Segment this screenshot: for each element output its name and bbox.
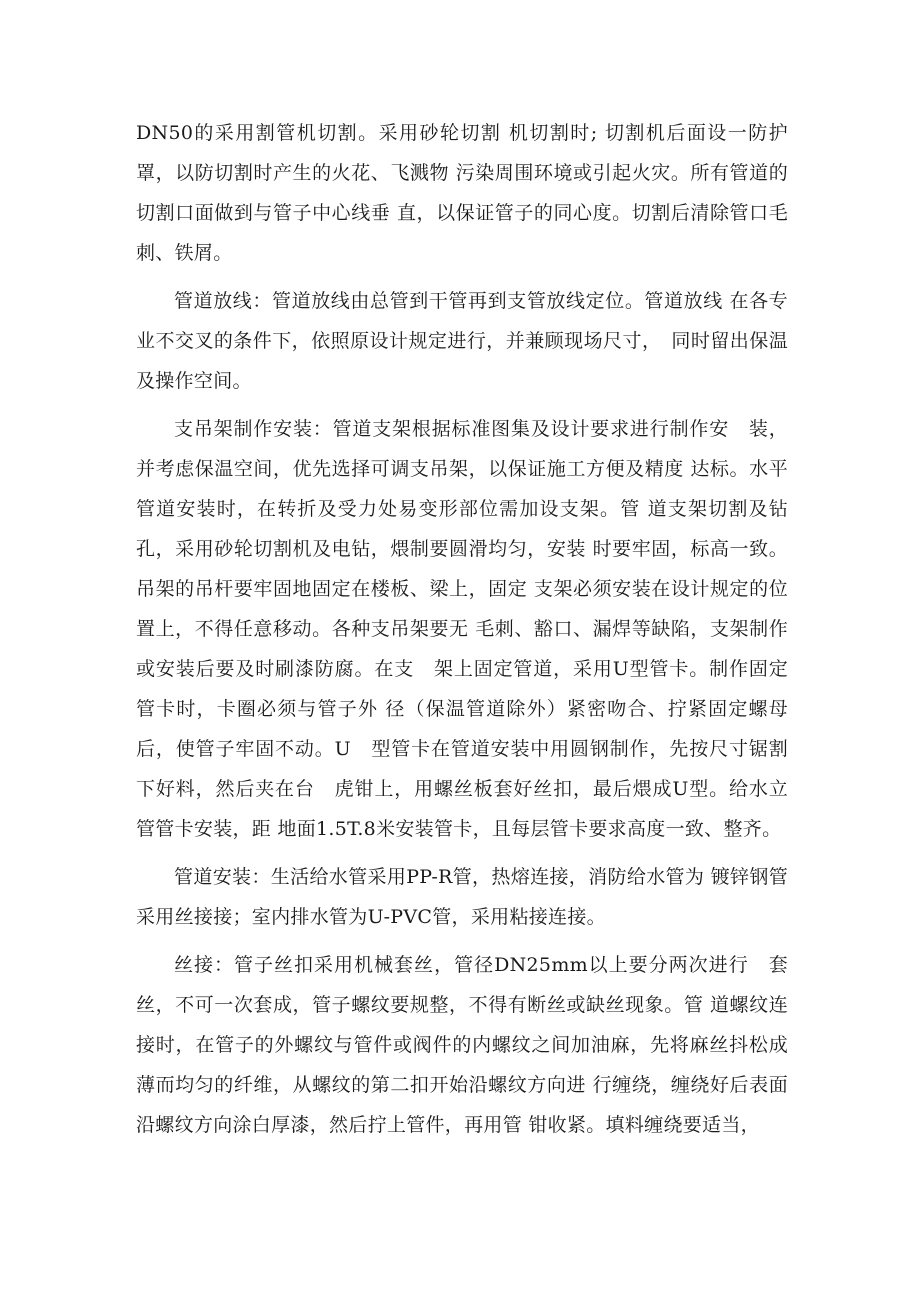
paragraph-threaded-connection: 丝接：管子丝扣采用机械套丝，管径DN25mm以上要分两次进行 套丝，不可一次套成，管子螺纹要规整，不得有断丝或缺丝现象。管 道螺纹连接时，在管子的外螺纹与管件或阀件的内螺纹之间加油麻，先将麻丝抖松成薄而均匀的纤维，从螺纹的第二扣开始沿螺纹方向进 行缠绕，缠绕好后表面沿螺纹方向涂白厚漆，然后拧上管件，再用管 钳收紧。填料缠绕要适当， [136, 954, 788, 1136]
paragraph-pipe-installation: 管道安装：生活给水管采用PP-R管，热熔连接，消防给水管为 镀锌钢管采用丝接接；室内排水管为U-PVC管，采用粘接连接。 [136, 866, 788, 928]
paragraph-support-hanger: 支吊架制作安装：管道支架根据标准图集及设计要求进行制作安 装，并考虑保温空间，优先选择可调支吊架，以保证施工方便及精度 达标。水平管道安装时，在转折及受力处易变形部位需加设支架。管 道支架切割及钻孔，采用砂轮切割机及电钻，煨制要圆滑均匀，安装 时要牢固，标高一致。吊架的吊杆要牢固地固定在楼板、梁上，固定 支架必须安装在设计规定的位置上，不得任意移动。各种支吊架要无 毛刺、豁口、漏焊等缺陷，支架制作或安装后要及时刷漆防腐。在支 架上固定管道，采用U型管卡。制作固定管卡时，卡圈必须与管子外 径（保温管道除外）紧密吻合、拧紧固定螺母后，使管子牢固不动。U 型管卡在管道安装中用圆钢制作，先按尺寸锯割下好料，然后夹在台 虎钳上，用螺丝板套好丝扣，最后煨成U型。给水立管管卡安装，距 地面1.5T.8米安装管卡，且每层管卡要求高度一致、整齐。 [136, 418, 788, 840]
document-body [136, 113, 788, 1153]
paragraph-pipe-cutting: DN50的采用割管机切割。采用砂轮切割 机切割时; 切割机后面设一防护罩，以防切割时产生的火花、飞溅物 污染周围环境或引起火灾。所有管道的切割口面做到与管子中心线垂 直，以保证管子的同心度。切割后清除管口毛刺、铁屑。 [136, 122, 788, 264]
paragraph-pipe-layout: 管道放线：管道放线由总管到干管再到支管放线定位。管道放线 在各专业不交叉的条件下，依照原设计规定进行，并兼顾现场尺寸， 同时留出保温及操作空间。 [136, 290, 788, 392]
